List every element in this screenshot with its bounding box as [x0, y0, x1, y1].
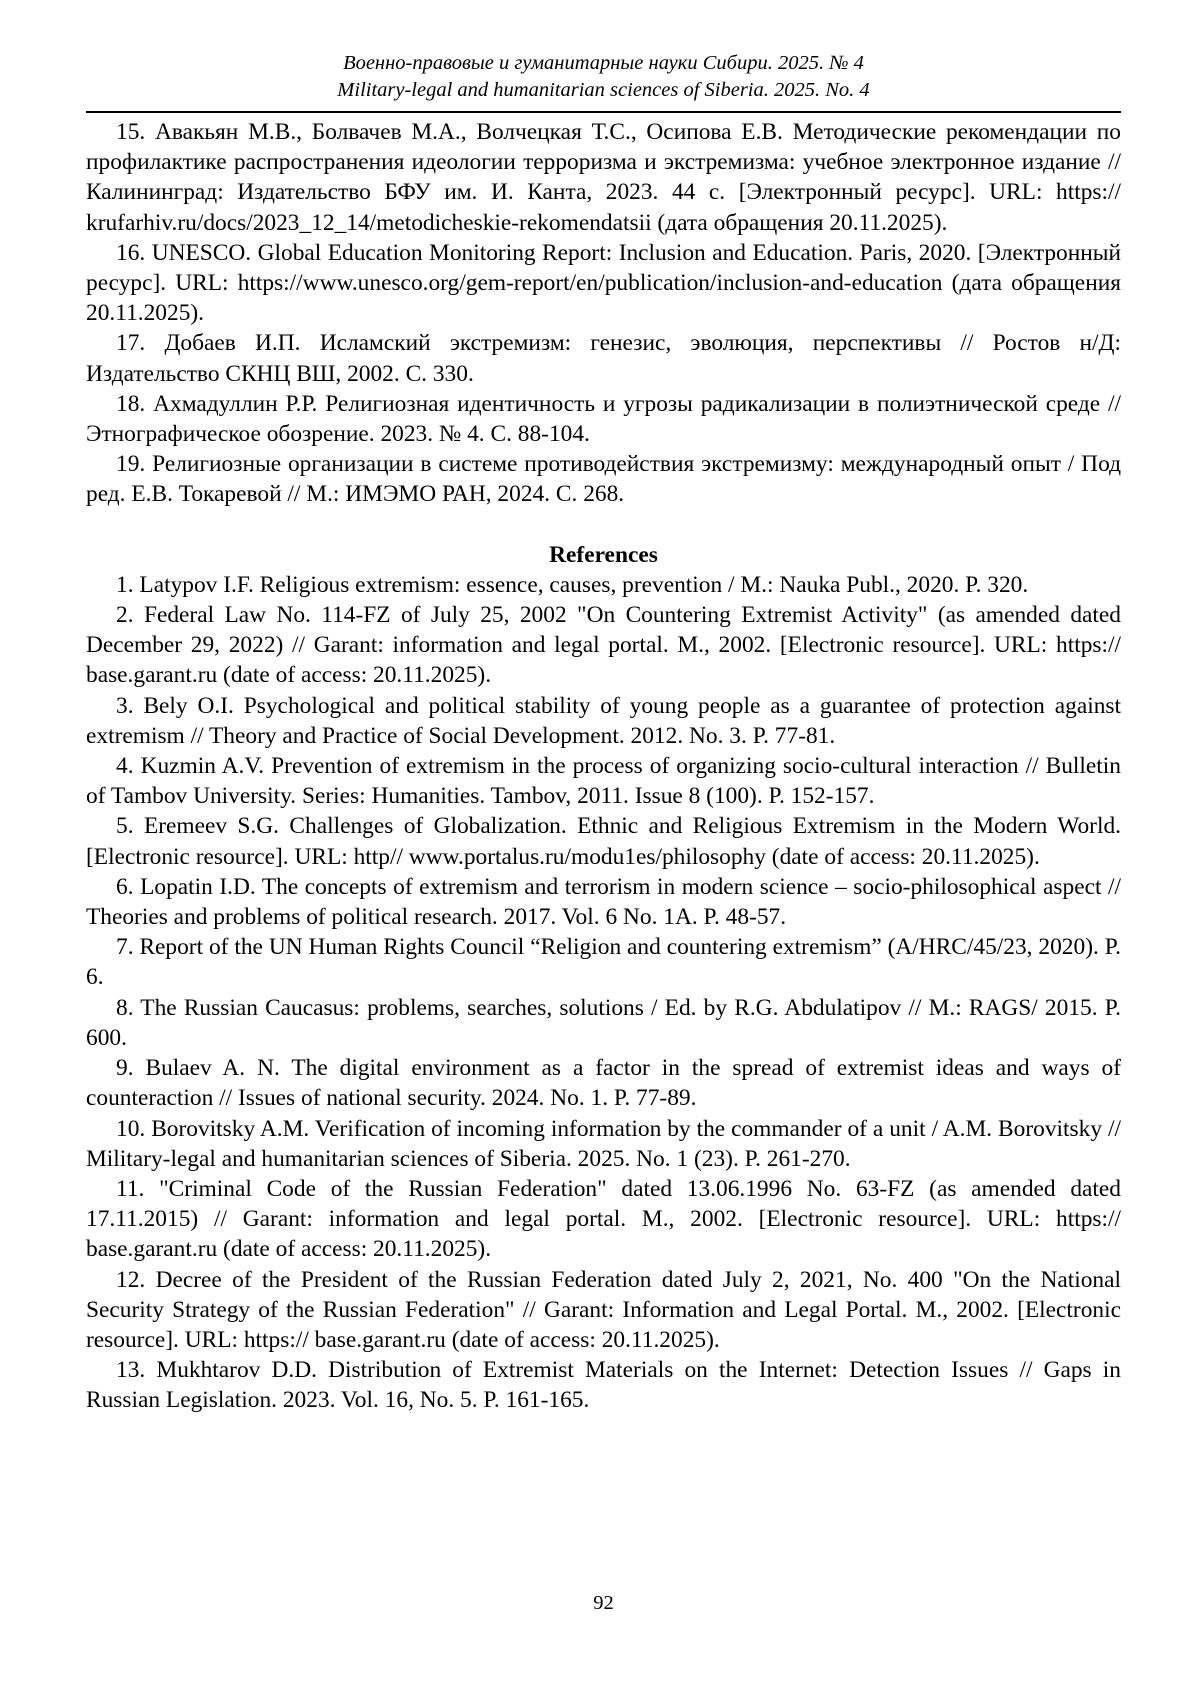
- reference-item: [86, 1265, 1121, 1356]
- literature-item-number: 18.: [116, 390, 146, 417]
- reference-item-number: 3.: [116, 692, 134, 719]
- reference-item-text: Kuzmin A.V. Prevention of extremism in the process of organizing socio-cultural interaction // Bulletin of Tambov University. Series: Humanities. Tambov, 2011. Issue 8 (100). P. 152-157.: [86, 753, 1121, 810]
- reference-item-number: 1.: [116, 571, 134, 598]
- reference-item: [86, 1114, 1121, 1174]
- reference-item-text: Mukhtarov D.D. Distribution of Extremist Materials on the Internet: Detection Issues // Gaps in Russian Legislation. 2023. Vol. 16, No. 5. P. 161-165.: [86, 1357, 1121, 1414]
- reference-item-number: 10.: [116, 1115, 146, 1142]
- reference-item: [86, 600, 1121, 691]
- page-body: [86, 117, 1121, 1416]
- reference-item: [86, 872, 1121, 932]
- reference-item: [86, 570, 1121, 600]
- references-list: [86, 570, 1121, 1416]
- reference-item-text: Lopatin I.D. The concepts of extremism and terrorism in modern science – socio-philosophical aspect // Theories and problems of political research. 2017. Vol. 6 No. 1A. P. 48-57.: [86, 873, 1121, 931]
- literature-item: [86, 328, 1121, 388]
- reference-item-number: 8.: [116, 994, 134, 1021]
- reference-item: [86, 1355, 1121, 1415]
- reference-item-text: Bely O.I. Psychological and political stability of young people as a guarantee of protection against extremism // Theory and Practice of Social Development. 2012. No. 3. P. 77-81.: [86, 692, 1121, 749]
- reference-item-number: 6.: [116, 873, 134, 900]
- reference-item: [86, 1053, 1121, 1113]
- reference-item-text: Federal Law No. 114-FZ of July 25, 2002 "On Countering Extremist Activity" (as amended dated December 29, 2022) // Garant: information and legal portal. M., 2002. [Electronic resource]. URL: https:// base.garant.ru (date of access: 20.11.2025).: [86, 602, 1121, 689]
- reference-item-number: 13.: [116, 1357, 146, 1384]
- reference-item: [86, 1174, 1121, 1265]
- reference-item: [86, 993, 1121, 1053]
- literature-item-number: 15.: [116, 119, 146, 145]
- journal-title-en: Military-legal and humanitarian sciences of Siberia. 2025. No. 4: [337, 79, 870, 101]
- reference-item-text: Report of the UN Human Rights Council “Religion and countering extremism” (A/HRC/45/23, 2020). P. 6.: [86, 934, 1121, 991]
- reference-item-text: Latypov I.F. Religious extremism: essence, causes, prevention / M.: Nauka Publ., 2020. P. 320.: [139, 571, 1029, 598]
- reference-item-number: 5.: [116, 813, 134, 840]
- reference-item: [86, 751, 1121, 811]
- reference-item: [86, 932, 1121, 992]
- reference-item-text: The Russian Caucasus: problems, searches, solutions / Ed. by R.G. Abdulatipov // M.: RAGS/ 2015. P. 600.: [86, 994, 1121, 1051]
- literature-item-number: 19.: [116, 451, 146, 478]
- reference-item-text: Bulaev A. N. The digital environment as a factor in the spread of extremist ideas and ways of counteraction // Issues of national security. 2024. No. 1. P. 77-89.: [86, 1055, 1121, 1112]
- reference-item-number: 9.: [116, 1055, 134, 1082]
- journal-header: [86, 50, 1121, 104]
- reference-item-number: 7.: [116, 934, 134, 961]
- literature-item: [86, 238, 1121, 329]
- references-heading: References: [549, 541, 658, 568]
- literature-item-text: Добаев И.П. Исламский экстремизм: генезис, эволюция, перспективы // Ростов н/Д: Издательство СКНЦ ВШ, 2002. С. 330.: [86, 330, 1121, 387]
- literature-item-number: 17.: [116, 330, 146, 357]
- literature-item-number: 16.: [116, 239, 146, 266]
- reference-item: [86, 691, 1121, 751]
- reference-item-number: 11.: [116, 1175, 145, 1202]
- reference-item-text: Eremeev S.G. Challenges of Globalization. Ethnic and Religious Extremism in the Modern World. [Electronic resource]. URL: http// www.portalus.ru/modu1es/philosophy (date of access: 20.11.2025).: [86, 813, 1121, 870]
- literature-item: [86, 117, 1121, 238]
- reference-item-number: 4.: [116, 753, 134, 780]
- literature-item-text: Религиозные организации в системе противодействия экстремизму: международный опыт / Под ред. Е.В. Токаревой // М.: ИМЭМО РАН, 2024. С. 268.: [86, 451, 1121, 508]
- literature-item-text: Авакьян М.В., Болвачев М.А., Волчецкая Т.С., Осипова Е.В. Методические рекомендации по профилактике распространения идеологии терроризма и экстремизма: учебное электронное издание // Калининград: Издательство БФУ им. И. Канта, 2023. 44 с. [Электронный ресурс]. URL: https:// krufarhiv.ru/docs/2023_12_14/metodicheskie-rekomendatsii (дата обращения 20.11.2025).: [86, 119, 1121, 236]
- page-number: 92: [593, 1592, 614, 1614]
- header-divider: [86, 111, 1121, 113]
- journal-title-ru: Военно-правовые и гуманитарные науки Сибири. 2025. № 4: [343, 52, 864, 74]
- reference-item: [86, 811, 1121, 871]
- reference-item-text: "Criminal Code of the Russian Federation" dated 13.06.1996 No. 63-FZ (as amended dated 17.11.2015) // Garant: information and legal portal. M., 2002. [Electronic resource]. URL: https:// base.garant.ru (date of access: 20.11.2025).: [86, 1175, 1121, 1263]
- reference-item-number: 12.: [116, 1266, 146, 1293]
- reference-item-text: Decree of the President of the Russian Federation dated July 2, 2021, No. 400 "On the National Security Strategy of the Russian Federation" // Garant: Information and Legal Portal. M., 2002. [Electronic resource]. URL: https:// base.garant.ru (date of access: 20.11.2025).: [86, 1266, 1121, 1353]
- literature-item-text: UNESCO. Global Education Monitoring Report: Inclusion and Education. Paris, 2020. [Электронный ресурс]. URL: https://www.unesco.org/gem-report/en/publication/inclusion-and-education (дата обращения 20.11.2025).: [86, 239, 1121, 327]
- reference-item-text: Borovitsky A.M. Verification of incoming information by the commander of a unit / A.M. Borovitsky // Military-legal and humanitarian sciences of Siberia. 2025. No. 1 (23). P. 261-270.: [86, 1115, 1121, 1172]
- literature-item-text: Ахмадуллин Р.Р. Религиозная идентичность и угрозы радикализации в полиэтнической среде // Этнографическое обозрение. 2023. № 4. С. 88-104.: [86, 390, 1121, 448]
- reference-item-number: 2.: [116, 602, 134, 629]
- literature-item: [86, 389, 1121, 449]
- literature-list: [86, 117, 1121, 510]
- literature-item: [86, 449, 1121, 509]
